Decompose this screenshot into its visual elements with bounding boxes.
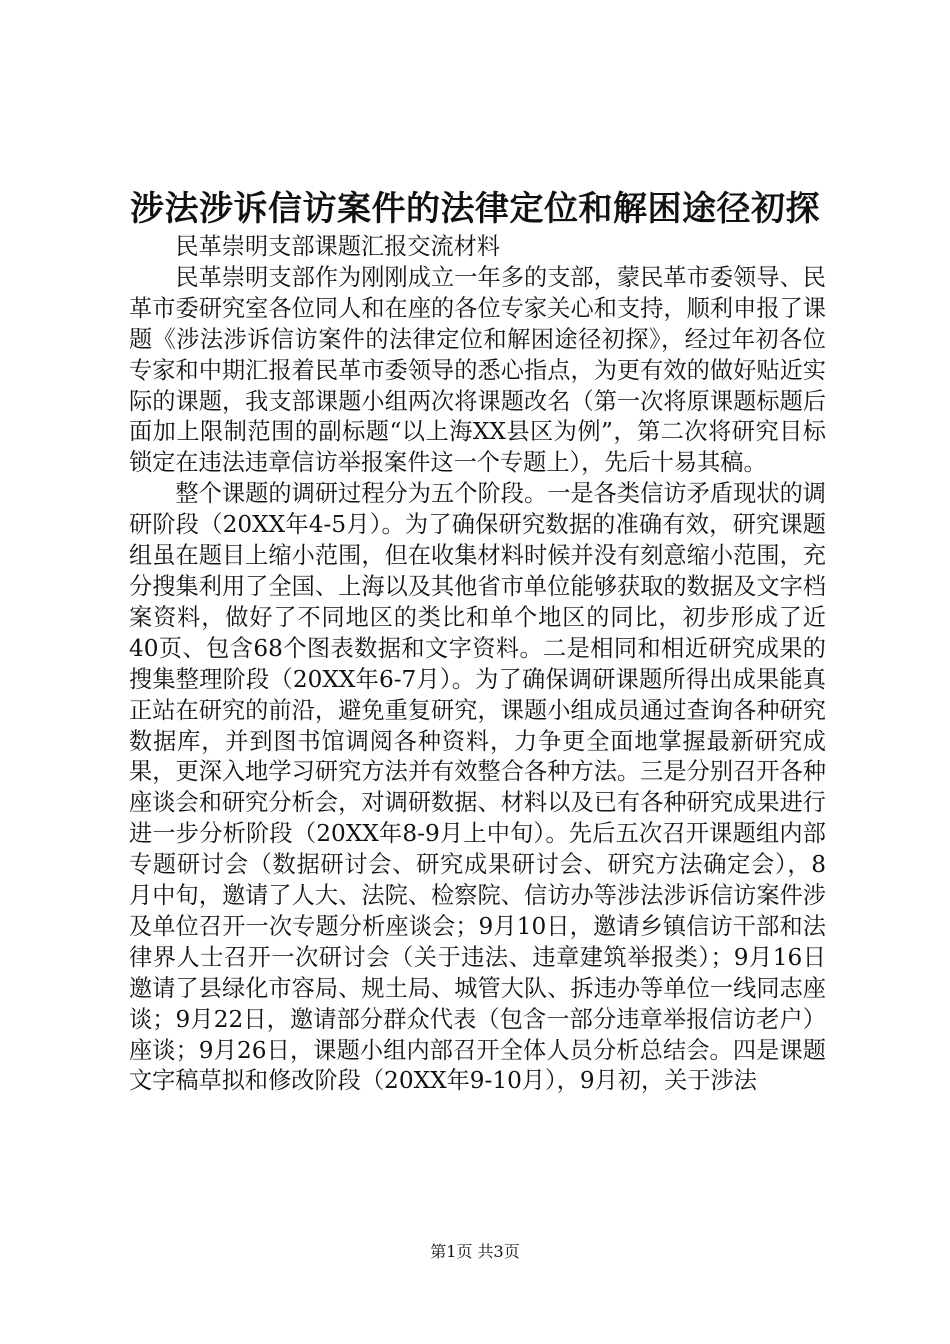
document-body	[129, 232, 826, 1097]
paragraph-stages: 整个课题的调研过程分为五个阶段。一是各类信访矛盾现状的调研阶段（20XX年4-5月）。为了确保研究数据的准确有效，研究课题组虽在题目上缩小范围，但在收集材料时候并没有刻意缩小范围，充分搜集利用了全国、上海以及其他省市单位能够获取的数据及文字档案资料，做好了不同地区的类比和单个地区的同比，初步形成了近40页、包含68个图表数据和文字资料。二是相同和相近研究成果的搜集整理阶段（20XX年6-7月）。为了确保调研课题所得出成果能真正站在研究的前沿，避免重复研究，课题小组成员通过查询各种研究数据库，并到图书馆调阅各种资料，力争更全面地掌握最新研究成果，更深入地学习研究方法并有效整合各种方法。三是分别召开各种座谈会和研究分析会，对调研数据、材料以及已有各种研究成果进行进一步分析阶段（20XX年8-9月上中旬）。先后五次召开课题组内部专题研讨会（数据研讨会、研究成果研讨会、研究方法确定会），8月中旬，邀请了人大、法院、检察院、信访办等涉法涉诉信访案件涉及单位召开一次专题分析座谈会；9月10日，邀请乡镇信访干部和法律界人士召开一次研讨会（关于违法、违章建筑举报类）；9月16日邀请了县绿化市容局、规土局、城管大队、拆违办等单位一线同志座谈；9月22日，邀请部分群众代表（包含一部分违章举报信访老户）座谈；9月26日，课题小组内部召开全体人员分析总结会。四是课题文字稿草拟和修改阶段（20XX年9-10月），9月初，关于涉法	[129, 480, 826, 1095]
paragraph-intro: 民革崇明支部作为刚刚成立一年多的支部，蒙民革市委领导、民革市委研究室各位同人和在座的各位专家关心和支持，顺利申报了课题《涉法涉诉信访案件的法律定位和解困途径初探》，经过年初各位专家和中期汇报着民革市委领导的悉心指点，为更有效的做好贴近实际的课题，我支部课题小组两次将课题改名（第一次将原课题标题后面加上限制范围的副标题“以上海XX县区为例”，第二次将研究目标锁定在违法违章信访举报案件这一个专题上），先后十易其稿。	[129, 263, 826, 477]
document-title: 涉法涉诉信访案件的法律定位和解困途径初探	[130, 189, 820, 229]
paragraph-subtitle: 民革崇明支部课题汇报交流材料	[175, 233, 501, 260]
page-footer: 第1页 共3页	[430, 1242, 520, 1261]
